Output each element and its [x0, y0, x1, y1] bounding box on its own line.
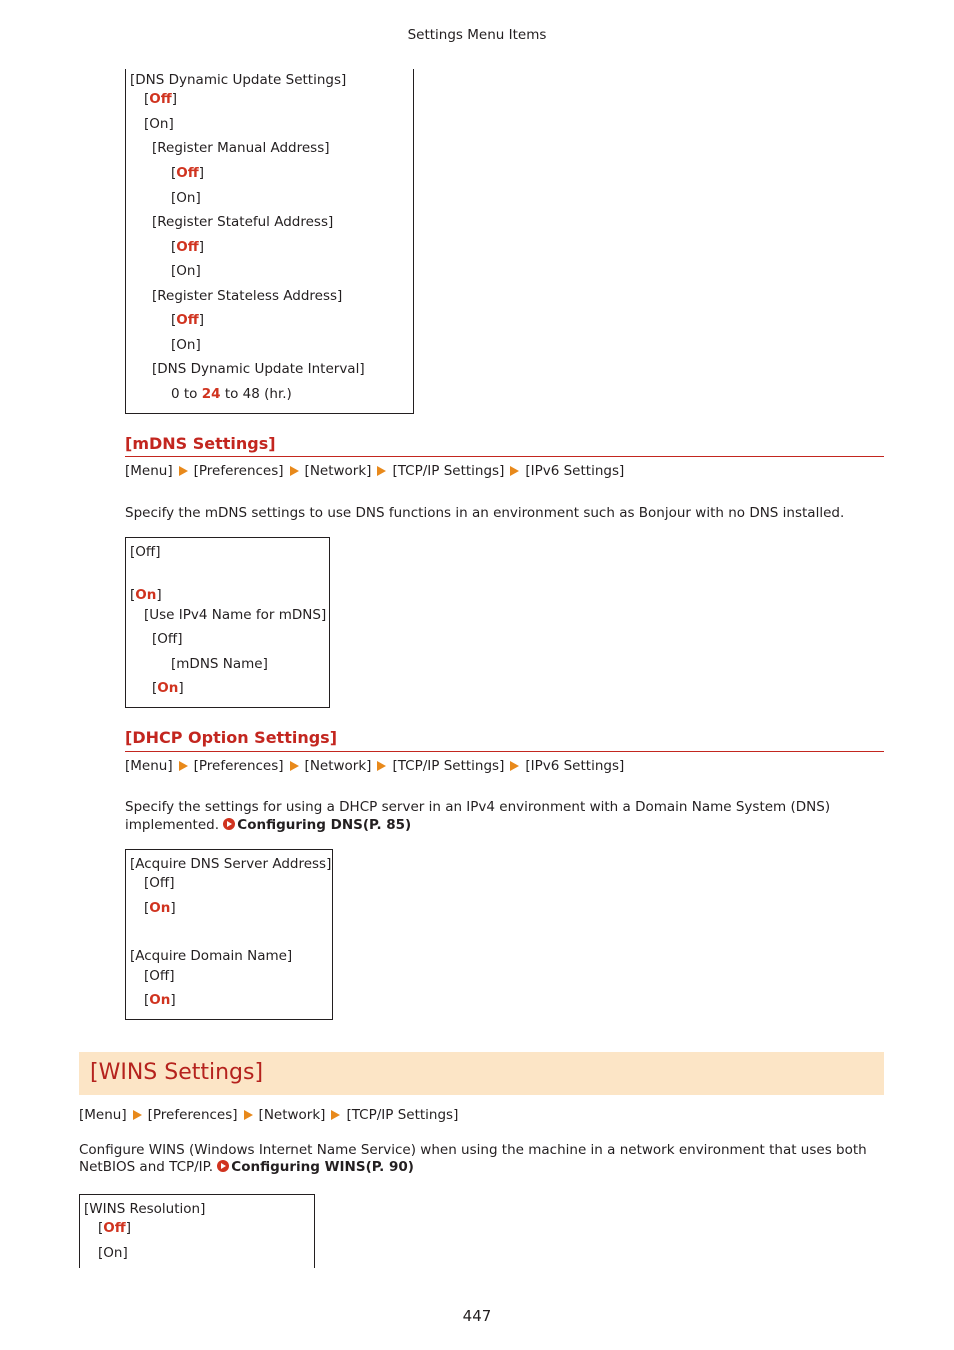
setting-text: [Off]	[130, 544, 161, 560]
setting-line	[171, 655, 268, 673]
triangle-right-icon	[510, 466, 519, 476]
setting-text: [	[98, 1220, 104, 1236]
wins-breadcrumb	[79, 1106, 458, 1124]
setting-line	[130, 855, 331, 873]
setting-text: [Register Manual Address]	[152, 140, 330, 156]
dhcp-section-title: [DHCP Option Settings]	[125, 728, 337, 747]
setting-line	[171, 238, 204, 256]
setting-text: [Off]	[144, 968, 175, 984]
circle-arrow-icon	[217, 1160, 229, 1172]
setting-text: [Acquire Domain Name]	[130, 948, 293, 964]
setting-line	[144, 967, 174, 985]
setting-line	[144, 90, 177, 108]
setting-line	[84, 1200, 205, 1218]
circle-arrow-icon	[223, 818, 235, 830]
default-value: On	[149, 992, 171, 1008]
setting-line	[130, 586, 162, 604]
wins-section-title: [WINS Settings]	[90, 1060, 264, 1085]
setting-text: [mDNS Name]	[171, 656, 268, 672]
setting-text: [WINS Resolution]	[84, 1201, 206, 1217]
setting-line	[130, 947, 292, 965]
setting-text: [DNS Dynamic Update Interval]	[152, 361, 365, 377]
default-value: Off	[176, 239, 199, 255]
dhcp-description-line2-text: implemented.	[125, 817, 219, 833]
triangle-right-icon	[244, 1110, 253, 1120]
setting-text: [Off]	[152, 631, 183, 647]
setting-text-suffix: ]	[156, 587, 162, 603]
setting-text: [On]	[144, 116, 174, 132]
setting-text: [Use IPv4 Name for mDNS]	[144, 607, 327, 623]
default-value: Off	[149, 91, 172, 107]
setting-line	[98, 1244, 128, 1262]
setting-line	[152, 213, 333, 231]
setting-text: [	[171, 312, 177, 328]
setting-line	[171, 311, 204, 329]
page-number: 447	[462, 1307, 492, 1325]
setting-text-suffix: ]	[170, 992, 176, 1008]
mdns-section-title: [mDNS Settings]	[125, 434, 276, 453]
mdns-description: Specify the mDNS settings to use DNS functions in an environment such as Bonjour with no DNS installed.	[125, 505, 845, 521]
breadcrumb-item: [Menu]	[125, 758, 173, 774]
triangle-right-icon	[290, 466, 299, 476]
setting-line	[144, 874, 174, 892]
breadcrumb-item: [Preferences]	[193, 758, 284, 774]
breadcrumb-item: [IPv6 Settings]	[525, 463, 625, 479]
setting-text-suffix: to 48 (hr.)	[220, 386, 292, 402]
default-value: Off	[176, 312, 199, 328]
setting-line	[144, 899, 176, 917]
dhcp-description-line1: Specify the settings for using a DHCP server in an IPv4 environment with a Domain Name System (DNS)	[125, 799, 831, 815]
setting-text: [	[144, 91, 150, 107]
setting-line	[152, 287, 342, 305]
default-value: On	[149, 900, 171, 916]
setting-text: [DNS Dynamic Update Settings]	[130, 72, 347, 88]
triangle-right-icon	[331, 1110, 340, 1120]
setting-line	[144, 115, 174, 133]
setting-line	[152, 360, 365, 378]
setting-line	[152, 679, 184, 697]
triangle-right-icon	[377, 466, 386, 476]
setting-text: [Off]	[144, 875, 175, 891]
default-value: 24	[201, 386, 221, 402]
setting-text: [	[171, 239, 177, 255]
setting-text-suffix: ]	[171, 91, 177, 107]
wins-description-line2	[79, 1158, 414, 1176]
triangle-right-icon	[290, 761, 299, 771]
breadcrumb-item: [Network]	[304, 758, 372, 774]
triangle-right-icon	[133, 1110, 142, 1120]
breadcrumb-item: [Menu]	[125, 463, 173, 479]
setting-line	[144, 606, 326, 624]
setting-text: 0 to	[171, 386, 202, 402]
setting-text: [	[171, 165, 177, 181]
breadcrumb-item: [Menu]	[79, 1107, 127, 1123]
triangle-right-icon	[377, 761, 386, 771]
setting-line	[152, 630, 182, 648]
breadcrumb-item: [Network]	[304, 463, 372, 479]
dhcp-breadcrumb	[125, 757, 624, 775]
setting-text: [	[130, 587, 136, 603]
setting-line	[171, 189, 201, 207]
breadcrumb-item: [Network]	[258, 1107, 326, 1123]
setting-text: [Acquire DNS Server Address]	[130, 856, 332, 872]
wins-description-line1: Configure WINS (Windows Internet Name Service) when using the machine in a network environment that uses both	[79, 1142, 867, 1158]
setting-text-suffix: ]	[125, 1220, 131, 1236]
dhcp-section-rule	[125, 751, 884, 752]
configuring-dns-link[interactable]: Configuring DNS(P. 85)	[237, 817, 412, 833]
setting-line	[144, 991, 176, 1009]
setting-text-suffix: ]	[198, 165, 204, 181]
setting-line	[171, 385, 292, 403]
triangle-right-icon	[179, 761, 188, 771]
breadcrumb-item: [IPv6 Settings]	[525, 758, 625, 774]
setting-text-suffix: ]	[198, 312, 204, 328]
setting-text: [On]	[98, 1245, 128, 1261]
default-value: On	[135, 587, 157, 603]
setting-text: [	[152, 680, 158, 696]
breadcrumb-item: [Preferences]	[193, 463, 284, 479]
setting-text: [On]	[171, 263, 201, 279]
mdns-section-rule	[125, 456, 884, 457]
setting-text: [Register Stateless Address]	[152, 288, 343, 304]
setting-text: [	[144, 992, 150, 1008]
setting-text: [Register Stateful Address]	[152, 214, 334, 230]
configuring-wins-link[interactable]: Configuring WINS(P. 90)	[231, 1159, 414, 1175]
setting-line	[152, 139, 330, 157]
setting-text: [On]	[171, 190, 201, 206]
setting-text-suffix: ]	[178, 680, 184, 696]
setting-text-suffix: ]	[170, 900, 176, 916]
setting-line	[98, 1219, 131, 1237]
page-header: Settings Menu Items	[407, 27, 547, 43]
breadcrumb-item: [TCP/IP Settings]	[392, 463, 505, 479]
default-value: Off	[103, 1220, 126, 1236]
setting-line	[171, 164, 204, 182]
dhcp-description-line2	[125, 816, 411, 834]
setting-line	[130, 71, 346, 89]
breadcrumb-item: [TCP/IP Settings]	[392, 758, 505, 774]
breadcrumb-item: [TCP/IP Settings]	[346, 1107, 459, 1123]
triangle-right-icon	[510, 761, 519, 771]
setting-text: [	[144, 900, 150, 916]
setting-line	[130, 543, 160, 561]
default-value: Off	[176, 165, 199, 181]
mdns-breadcrumb	[125, 462, 624, 480]
triangle-right-icon	[179, 466, 188, 476]
default-value: On	[157, 680, 179, 696]
setting-text-suffix: ]	[198, 239, 204, 255]
setting-text: [On]	[171, 337, 201, 353]
breadcrumb-item: [Preferences]	[147, 1107, 238, 1123]
setting-line	[171, 262, 201, 280]
setting-line	[171, 336, 201, 354]
wins-description-line2-text: NetBIOS and TCP/IP.	[79, 1159, 213, 1175]
